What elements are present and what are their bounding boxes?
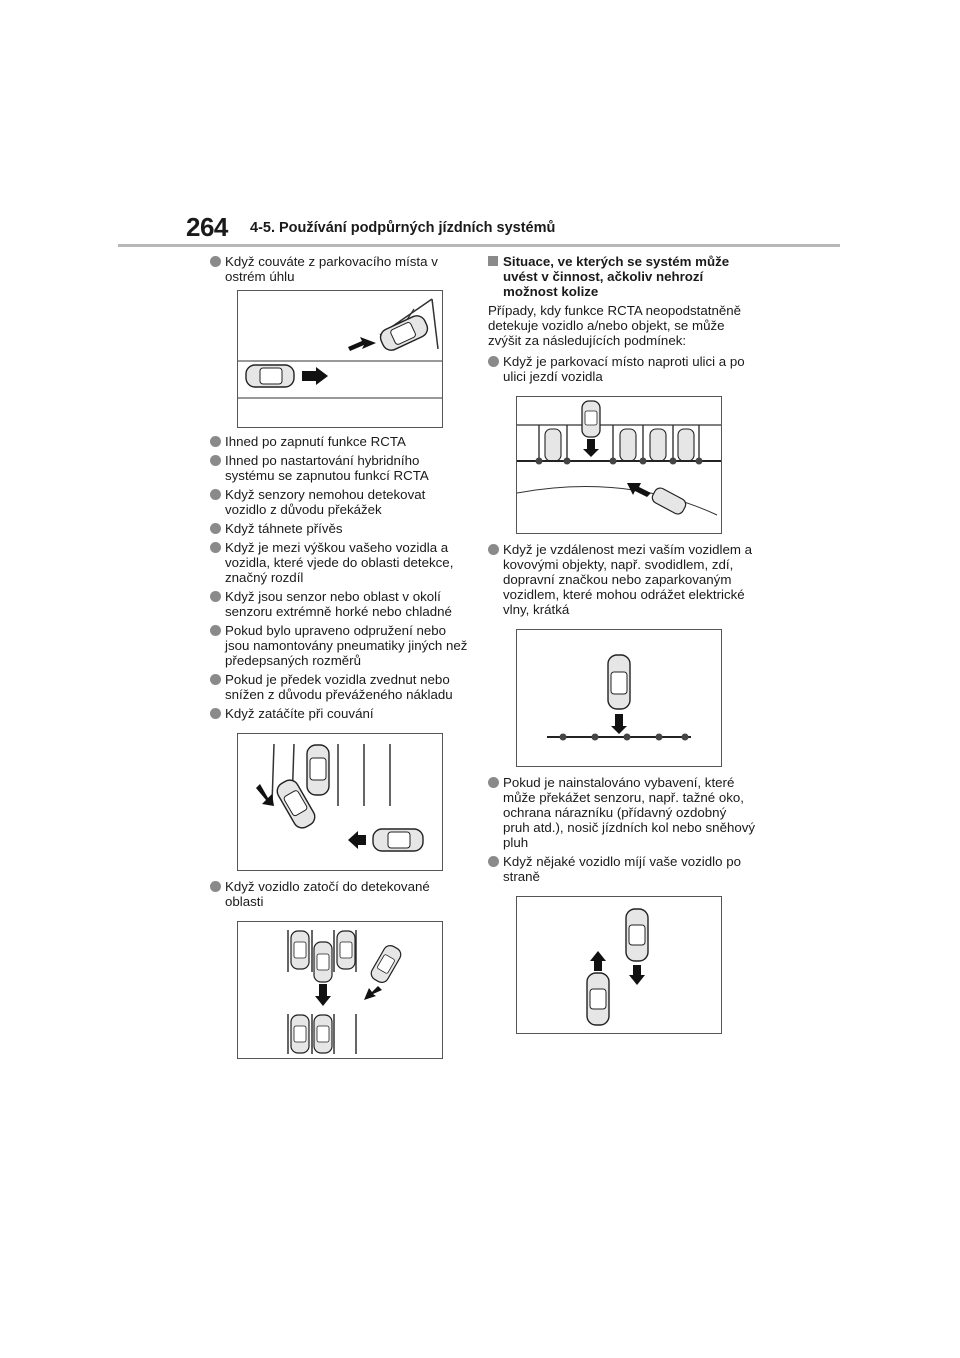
bullet-dot-icon [210, 708, 221, 719]
bullet-dot-icon [210, 881, 221, 892]
bullet-item: Když je vzdálenost mezi vaším vozidlem a kovovými objekty, např. svodidlem, zdí, dopravní značkou nebo zaparkovaným vozidlem, které mohou odrážet elektrické vlny, krátká [488, 542, 756, 617]
bullet-item: Ihned po zapnutí funkce RCTA [210, 434, 470, 449]
bullet-dot-icon [210, 625, 221, 636]
figure-vehicle-turning-into-area [237, 921, 443, 1059]
bullet-dot-icon [210, 436, 221, 447]
bullet-item: Když táhnete přívěs [210, 521, 470, 536]
bullet-item: Pokud je nainstalováno vybavení, které může překážet senzoru, např. tažné oko, ochrana nárazníku (přídavný ozdobný pruh atd.), nosič jízdních kol nebo sněhový pluh [488, 775, 756, 850]
bullet-item: Když je parkovací místo naproti ulici a po ulici jezdí vozidla [488, 354, 756, 384]
figure-angled-parking [237, 290, 443, 428]
bullet-dot-icon [210, 674, 221, 685]
bullet-dot-icon [210, 591, 221, 602]
bullet-dot-icon [488, 777, 499, 788]
bullet-dot-icon [210, 542, 221, 553]
bullet-item: Když vozidlo zatočí do detekované oblasti [210, 879, 470, 909]
bullet-item: Když couváte z parkovacího místa v ostrém úhlu [210, 254, 470, 284]
square-bullet-icon [488, 256, 498, 266]
bullet-dot-icon [488, 856, 499, 867]
bullet-dot-icon [210, 455, 221, 466]
bullet-item: Když nějaké vozidlo míjí vaše vozidlo po straně [488, 854, 756, 884]
page-number: 264 [186, 212, 228, 242]
subsection-heading: Situace, ve kterých se systém může uvést v činnost, ačkoliv nehrozí možnost kolize [488, 254, 756, 299]
figure-parking-across-street [516, 396, 722, 534]
right-column [488, 254, 756, 1034]
bullet-item: Když senzory nemohou detekovat vozidlo z důvodu překážek [210, 487, 470, 517]
left-column [210, 254, 470, 1059]
figure-metal-objects-nearby [516, 629, 722, 767]
figure-turning-while-reversing [237, 733, 443, 871]
bullet-item: Pokud bylo upraveno odpružení nebo jsou namontovány pneumatiky jiných než předepsaných rozměrů [210, 623, 470, 668]
bullet-dot-icon [488, 356, 499, 367]
bullet-dot-icon [210, 256, 221, 267]
bullet-item: Ihned po nastartování hybridního systému se zapnutou funkcí RCTA [210, 453, 470, 483]
intro-paragraph: Případy, kdy funkce RCTA neopodstatněně detekuje vozidlo a/nebo objekt, se může zvýšit za následujících podmínek: [488, 303, 742, 348]
bullet-item: Když zatáčíte při couvání [210, 706, 470, 721]
bullet-dot-icon [210, 489, 221, 500]
header-rule [118, 244, 840, 247]
bullet-dot-icon [488, 544, 499, 555]
figure-vehicle-passing-side [516, 896, 722, 1034]
bullet-item: Když je mezi výškou vašeho vozidla a vozidla, které vjede do oblasti detekce, značný rozdíl [210, 540, 470, 585]
section-title: 4-5. Používání podpůrných jízdních systémů [250, 220, 556, 236]
bullet-item: Když jsou senzor nebo oblast v okolí senzoru extrémně horké nebo chladné [210, 589, 470, 619]
bullet-item: Pokud je předek vozidla zvednut nebo snížen z důvodu převáženého nákladu [210, 672, 470, 702]
bullet-dot-icon [210, 523, 221, 534]
